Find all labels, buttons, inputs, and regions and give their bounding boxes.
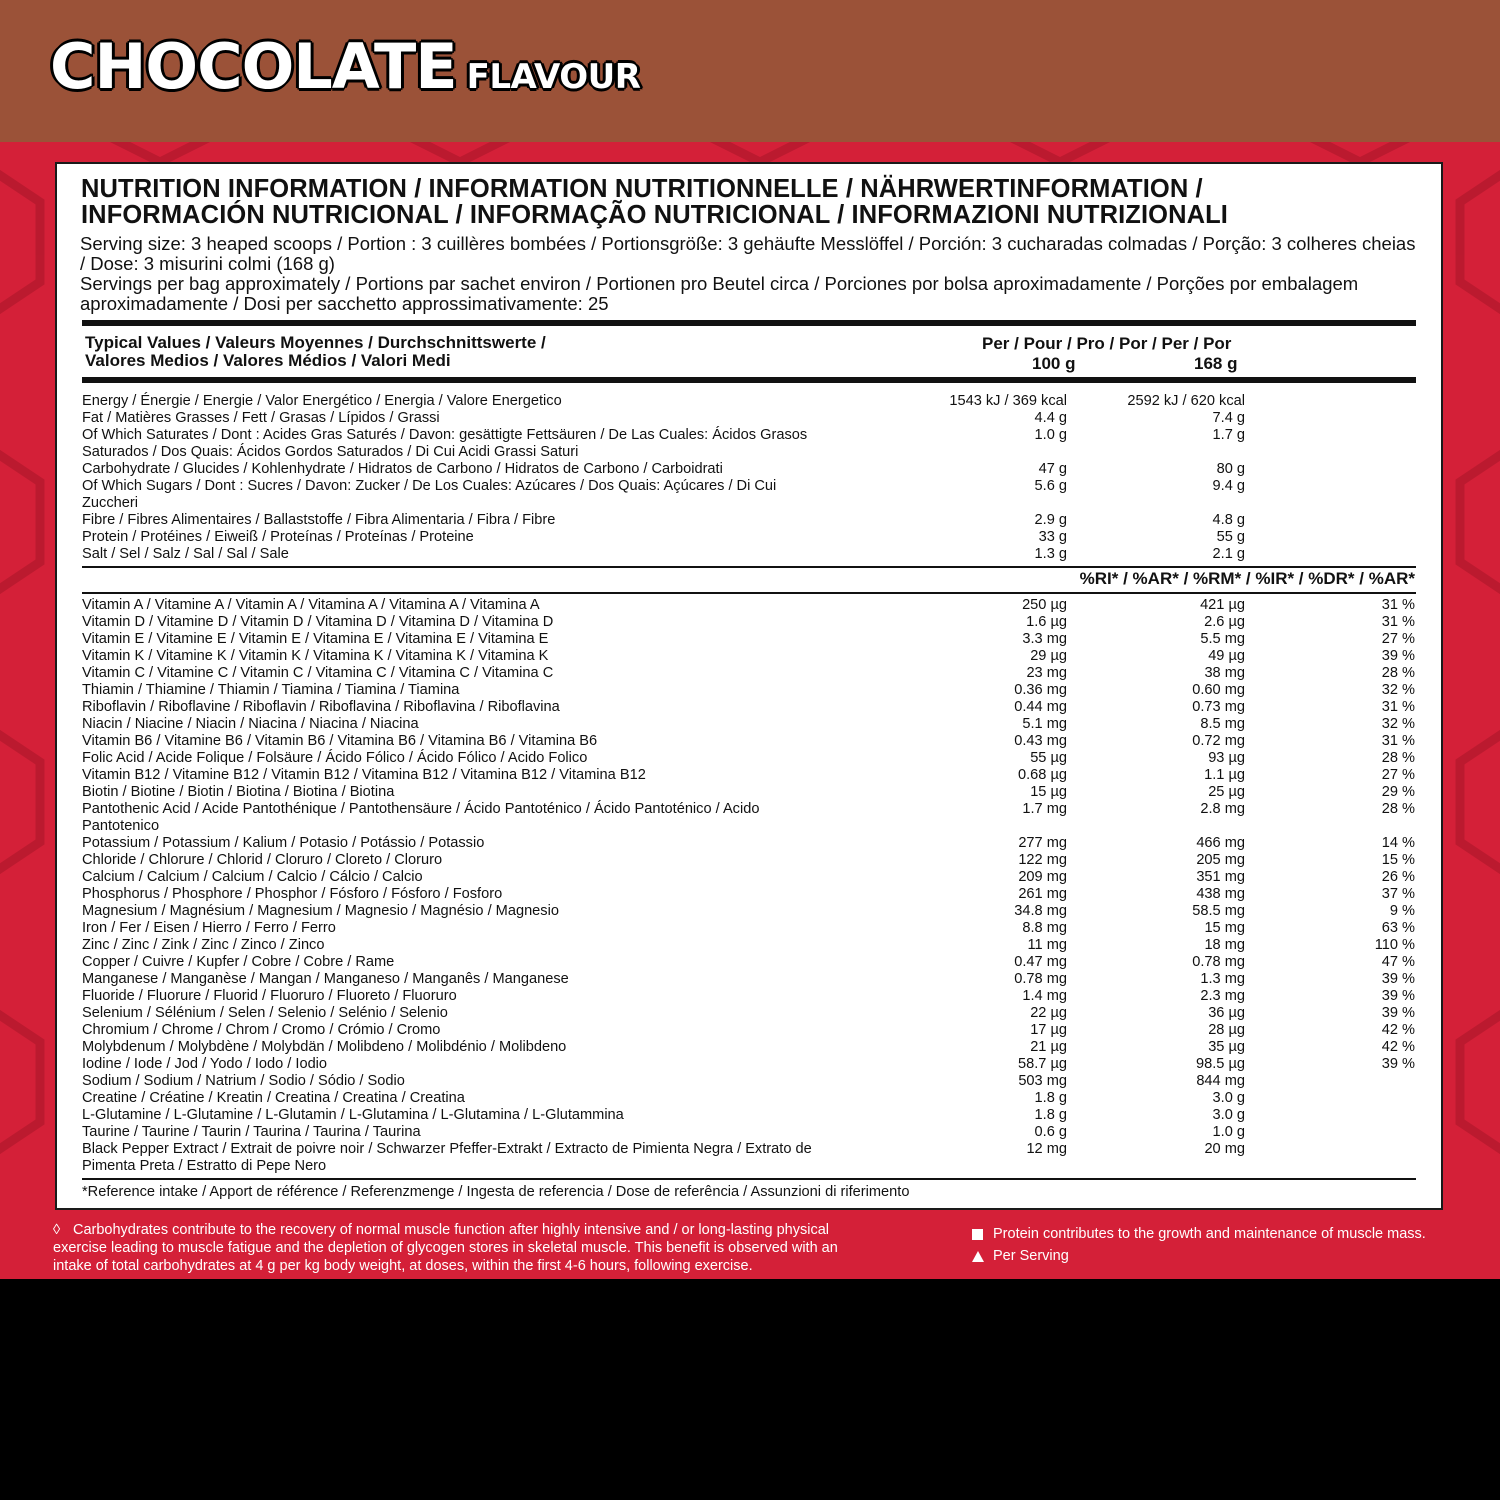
value-per-100g: 1.8 g — [1034, 1090, 1067, 1106]
nutrient-name: Taurine / Taurine / Taurin / Taurina / Taurina / Taurina — [82, 1124, 421, 1140]
value-per-168g: 205 mg — [1196, 852, 1245, 868]
value-per-168g: 438 mg — [1196, 886, 1245, 902]
nutrient-name: Vitamin A / Vitamine A / Vitamin A / Vitamina A / Vitamina A / Vitamina A — [82, 597, 540, 613]
value-per-168g: 2592 kJ / 620 kcal — [1127, 393, 1245, 409]
reference-intake-percent: 39 % — [1381, 971, 1415, 987]
carbohydrate-claim-text: Carbohydrates contribute to the recovery of normal muscle function after highly intensive and / or long-lasting physical exercise leading to muscle fatigue and the depletion of glycogen stores in skeletal muscle. This benefit is observed with an intake of total carbohydrates at 4 g per kg body weight, at doses, within the first 4-6 hours, following exercise. — [53, 1222, 838, 1274]
value-per-168g: 4.8 g — [1212, 512, 1245, 528]
value-per-168g: 351 mg — [1196, 869, 1245, 885]
value-per-100g: 23 mg — [1026, 665, 1067, 681]
reference-intake-percent: 9 % — [1389, 903, 1415, 919]
typical-values-header — [85, 334, 725, 370]
value-per-168g: 8.5 mg — [1200, 716, 1245, 732]
nutrient-name: Niacin / Niacine / Niacin / Niacina / Niacina / Niacina — [82, 716, 419, 732]
value-per-168g: 0.72 mg — [1192, 733, 1245, 749]
value-per-168g: 58.5 mg — [1192, 903, 1245, 919]
per-serving-text: Per Serving — [993, 1248, 1069, 1264]
value-per-100g: 21 µg — [1030, 1039, 1067, 1055]
per-168-label: 168 g — [1194, 354, 1238, 373]
value-per-168g: 0.78 mg — [1192, 954, 1245, 970]
value-per-168g: 421 µg — [1200, 597, 1245, 613]
reference-intake-percent: 28 % — [1381, 665, 1415, 681]
value-per-168g: 5.5 mg — [1200, 631, 1245, 647]
nutrient-name: Copper / Cuivre / Kupfer / Cobre / Cobre / Rame — [82, 954, 395, 970]
nutrient-name: L-Glutamine / L-Glutamine / L-Glutamin / L-Glutamina / L-Glutamina / L-Glutammina — [82, 1107, 624, 1123]
divider-ri — [82, 592, 1416, 594]
value-per-100g: 1.4 mg — [1022, 988, 1067, 1004]
protein-claim — [972, 1223, 1472, 1245]
nutrient-name: Protein / Protéines / Eiweiß / Proteínas / Proteínas / Proteine — [82, 529, 474, 545]
value-per-100g: 17 µg — [1030, 1022, 1067, 1038]
flavour-name: CHOCOLATE — [50, 30, 457, 103]
value-per-168g: 93 µg — [1208, 750, 1245, 766]
value-per-168g: 844 mg — [1196, 1073, 1245, 1089]
nutrition-panel — [55, 162, 1443, 1210]
nutrient-name: Energy / Énergie / Energie / Valor Energético / Energia / Valore Energetico — [82, 393, 562, 409]
reference-intake-footnote: *Reference intake / Apport de référence / Referenzmenge / Ingesta de referencia / Dose de referência / Assunzioni di riferimento — [82, 1184, 910, 1200]
diamond-icon: ◊ — [53, 1222, 61, 1238]
value-per-100g: 0.6 g — [1034, 1124, 1067, 1140]
value-per-100g: 1.0 g — [1034, 427, 1067, 443]
value-per-168g: 3.0 g — [1212, 1090, 1245, 1106]
heading-line-1: NUTRITION INFORMATION / INFORMATION NUTRITIONNELLE / NÄHRWERTINFORMATION / — [81, 175, 1203, 203]
value-per-100g: 2.9 g — [1034, 512, 1067, 528]
value-per-168g: 2.3 mg — [1200, 988, 1245, 1004]
reference-intake-percent: 110 % — [1374, 937, 1415, 953]
value-per-168g: 55 g — [1216, 529, 1245, 545]
value-per-168g: 466 mg — [1196, 835, 1245, 851]
value-per-100g: 0.68 µg — [1018, 767, 1067, 783]
value-per-100g: 1.8 g — [1034, 1107, 1067, 1123]
triangle-icon — [972, 1251, 984, 1262]
flavour-banner — [0, 0, 1500, 142]
value-per-100g: 29 µg — [1030, 648, 1067, 664]
value-per-100g: 1.7 mg — [1022, 801, 1067, 817]
nutrient-name: Phosphorus / Phosphore / Phosphor / Fósforo / Fósforo / Fosforo — [82, 886, 503, 902]
value-per-100g: 261 mg — [1018, 886, 1067, 902]
nutrient-name: Iron / Fer / Eisen / Hierro / Ferro / Ferro — [82, 920, 336, 936]
value-per-168g: 98.5 µg — [1196, 1056, 1245, 1072]
value-per-168g: 1.3 mg — [1200, 971, 1245, 987]
value-per-100g: 5.6 g — [1034, 478, 1067, 494]
value-per-100g: 1543 kJ / 369 kcal — [949, 393, 1067, 409]
divider-macros — [82, 566, 1416, 568]
value-per-100g: 22 µg — [1030, 1005, 1067, 1021]
reference-intake-percent: 39 % — [1381, 988, 1415, 1004]
bottom-band — [0, 1279, 1500, 1500]
value-per-100g: 0.78 mg — [1014, 971, 1067, 987]
nutrient-name: Iodine / Iode / Jod / Yodo / Iodo / Iodio — [82, 1056, 328, 1072]
value-per-100g: 1.3 g — [1034, 546, 1067, 562]
reference-intake-percent: 42 % — [1381, 1039, 1415, 1055]
nutrient-name: Selenium / Sélénium / Selen / Selenio / Selénio / Selenio — [82, 1005, 448, 1021]
serving-info — [80, 234, 1425, 314]
flavour-title — [50, 30, 640, 103]
reference-intake-percent: 29 % — [1381, 784, 1415, 800]
per-serving-note — [972, 1245, 1472, 1267]
nutrient-name: Of Which Saturates / Dont : Acides Gras Saturés / Davon: gesättigte Fettsäuren / De Las Cuales: Ácidos Grasos Saturados / Dos Quais: Ácidos Gordos Saturados / Di Cui Acidi Grassi Saturi — [82, 427, 808, 460]
nutrient-name: Salt / Sel / Salz / Sal / Sal / Sale — [82, 546, 289, 562]
value-per-100g: 250 µg — [1022, 597, 1067, 613]
nutrient-name: Chromium / Chrome / Chrom / Cromo / Crómio / Cromo — [82, 1022, 441, 1038]
value-per-168g: 7.4 g — [1212, 410, 1245, 426]
reference-intake-percent: 32 % — [1381, 716, 1415, 732]
divider-header — [82, 377, 1416, 383]
value-per-100g: 209 mg — [1018, 869, 1067, 885]
reference-intake-percent: 14 % — [1381, 835, 1415, 851]
reference-intake-percent: 37 % — [1381, 886, 1415, 902]
value-per-168g: 38 mg — [1204, 665, 1245, 681]
nutrient-name: Sodium / Sodium / Natrium / Sodio / Sódio / Sodio — [82, 1073, 405, 1089]
nutrient-name: Vitamin B12 / Vitamine B12 / Vitamin B12 / Vitamina B12 / Vitamina B12 / Vitamina B12 — [82, 767, 646, 783]
value-per-100g: 1.6 µg — [1026, 614, 1067, 630]
divider-footnote — [82, 1178, 1416, 1180]
nutrient-name: Vitamin C / Vitamine C / Vitamin C / Vitamina C / Vitamina C / Vitamina C — [82, 665, 554, 681]
value-per-100g: 33 g — [1038, 529, 1067, 545]
value-per-168g: 20 mg — [1204, 1141, 1245, 1157]
reference-intake-percent: 39 % — [1381, 1056, 1415, 1072]
value-per-100g: 0.43 mg — [1014, 733, 1067, 749]
divider-top — [82, 320, 1416, 326]
nutrient-name: Creatine / Créatine / Kreatin / Creatina / Creatina / Creatina — [82, 1090, 465, 1106]
per-header — [982, 334, 1282, 373]
value-per-168g: 1.1 µg — [1204, 767, 1245, 783]
reference-intake-percent: 39 % — [1381, 648, 1415, 664]
value-per-168g: 36 µg — [1208, 1005, 1245, 1021]
serving-size: Serving size: 3 heaped scoops / Portion : 3 cuillères bombées / Portionsgröße: 3 gehäufte Messlöffel / Porción: 3 cucharadas colmadas / Porção: 3 colheres cheias / Dose: 3 misurini colmi (168 g) — [80, 233, 1416, 274]
value-per-100g: 8.8 mg — [1022, 920, 1067, 936]
value-per-168g: 0.60 mg — [1192, 682, 1245, 698]
nutrient-name: Fibre / Fibres Alimentaires / Ballaststoffe / Fibra Alimentaria / Fibra / Fibre — [82, 512, 556, 528]
value-per-168g: 80 g — [1216, 461, 1245, 477]
reference-intake-percent: 31 % — [1381, 597, 1415, 613]
value-per-100g: 47 g — [1038, 461, 1067, 477]
reference-intake-percent: 39 % — [1381, 1005, 1415, 1021]
heading-line-2: INFORMACIÓN NUTRICIONAL / INFORMAÇÃO NUTRICIONAL / INFORMAZIONI NUTRIZIONALI — [81, 201, 1228, 229]
reference-intake-percent: 27 % — [1381, 767, 1415, 783]
value-per-100g: 11 mg — [1027, 937, 1067, 953]
reference-intake-percent: 31 % — [1381, 699, 1415, 715]
value-per-100g: 5.1 mg — [1022, 716, 1067, 732]
nutrient-name: Molybdenum / Molybdène / Molybdän / Molibdeno / Molibdénio / Molibdeno — [82, 1039, 567, 1055]
nutrient-name: Of Which Sugars / Dont : Sucres / Davon: Zucker / De Los Cuales: Azúcares / Dos Quais: Açúcares / Di Cui Zuccheri — [82, 478, 777, 511]
square-icon — [972, 1229, 983, 1240]
value-per-168g: 28 µg — [1208, 1022, 1245, 1038]
value-per-168g: 2.8 mg — [1200, 801, 1245, 817]
protein-claims — [972, 1223, 1472, 1267]
nutrient-name: Zinc / Zinc / Zink / Zinc / Zinco / Zinco — [82, 937, 325, 953]
servings-per-bag: Servings per bag approximately / Portions par sachet environ / Portionen pro Beutel circa / Porciones por bolsa aproximadamente / Porções por embalagem aproximadamente / Dosi per sacchetto approssimativamente: 25 — [80, 273, 1359, 314]
reference-intake-percent: 63 % — [1381, 920, 1415, 936]
nutrient-name: Potassium / Potassium / Kalium / Potasio / Potássio / Potassio — [82, 835, 485, 851]
nutrient-name: Folic Acid / Acide Folique / Folsäure / Ácido Fólico / Ácido Fólico / Acido Folico — [82, 750, 588, 766]
value-per-100g: 122 mg — [1018, 852, 1067, 868]
value-per-100g: 3.3 mg — [1022, 631, 1067, 647]
reference-intake-percent: 31 % — [1381, 614, 1415, 630]
nutrient-name: Black Pepper Extract / Extrait de poivre noir / Schwarzer Pfeffer-Extrakt / Extracto de Pimienta Negra / Extrato de Pimenta Preta / Estratto di Pepe Nero — [82, 1141, 812, 1174]
reference-intake-percent: 42 % — [1381, 1022, 1415, 1038]
value-per-168g: 35 µg — [1208, 1039, 1245, 1055]
nutrient-name: Calcium / Calcium / Calcium / Calcio / Cálcio / Calcio — [82, 869, 423, 885]
value-per-100g: 55 µg — [1030, 750, 1067, 766]
reference-intake-percent: 28 % — [1381, 801, 1415, 817]
typical-values-line-1: Typical Values / Valeurs Moyennes / Durchschnittswerte / — [85, 333, 546, 352]
reference-intake-percent: 31 % — [1381, 733, 1415, 749]
nutrient-name: Riboflavin / Riboflavine / Riboflavin / Riboflavina / Riboflavina / Riboflavina — [82, 699, 560, 715]
nutrient-name: Thiamin / Thiamine / Thiamin / Tiamina / Tiamina / Tiamina — [82, 682, 460, 698]
nutrient-name: Vitamin D / Vitamine D / Vitamin D / Vitamina D / Vitamina D / Vitamina D — [82, 614, 554, 630]
value-per-168g: 9.4 g — [1212, 478, 1245, 494]
nutrient-name: Magnesium / Magnésium / Magnesium / Magnesio / Magnésio / Magnesio — [82, 903, 559, 919]
nutrient-name: Fluoride / Fluorure / Fluorid / Fluoruro / Fluoreto / Fluoruro — [82, 988, 457, 1004]
value-per-168g: 0.73 mg — [1192, 699, 1245, 715]
value-per-100g: 15 µg — [1030, 784, 1067, 800]
ri-header: %RI* / %AR* / %RM* / %IR* / %DR* / %AR* — [1079, 569, 1415, 588]
value-per-168g: 18 mg — [1204, 937, 1245, 953]
nutrient-name: Vitamin E / Vitamine E / Vitamin E / Vitamina E / Vitamina E / Vitamina E — [82, 631, 549, 647]
value-per-100g: 0.44 mg — [1014, 699, 1067, 715]
reference-intake-percent: 15 % — [1381, 852, 1415, 868]
value-per-100g: 503 mg — [1018, 1073, 1067, 1089]
nutrient-name: Biotin / Biotine / Biotin / Biotina / Biotina / Biotina — [82, 784, 395, 800]
value-per-168g: 1.0 g — [1212, 1124, 1245, 1140]
value-per-100g: 0.36 mg — [1014, 682, 1067, 698]
nutrient-name: Fat / Matières Grasses / Fett / Grasas / Lípidos / Grassi — [82, 410, 440, 426]
typical-values-line-2: Valores Medios / Valores Médios / Valori Medi — [85, 351, 451, 370]
carbohydrate-claim — [53, 1221, 873, 1275]
flavour-word: FLAVOUR — [466, 57, 641, 97]
reference-intake-percent: 47 % — [1381, 954, 1415, 970]
reference-intake-percent: 32 % — [1381, 682, 1415, 698]
nutrient-name: Vitamin K / Vitamine K / Vitamin K / Vitamina K / Vitamina K / Vitamina K — [82, 648, 549, 664]
nutrient-name: Pantothenic Acid / Acide Pantothénique / Pantothensäure / Ácido Pantoténico / Ácido Pantoténico / Acido Pantotenico — [82, 801, 760, 834]
value-per-100g: 0.47 mg — [1014, 954, 1067, 970]
nutrient-name: Chloride / Chlorure / Chlorid / Cloruro / Cloreto / Cloruro — [82, 852, 443, 868]
value-per-168g: 2.1 g — [1212, 546, 1245, 562]
value-per-168g: 25 µg — [1208, 784, 1245, 800]
value-per-168g: 3.0 g — [1212, 1107, 1245, 1123]
nutrition-heading — [81, 176, 1421, 228]
reference-intake-percent: 26 % — [1381, 869, 1415, 885]
nutrient-name: Carbohydrate / Glucides / Kohlenhydrate / Hidratos de Carbono / Hidratos de Carbono / Carboidrati — [82, 461, 723, 477]
value-per-100g: 58.7 µg — [1018, 1056, 1067, 1072]
nutrient-name: Manganese / Manganèse / Mangan / Manganeso / Manganês / Manganese — [82, 971, 569, 987]
protein-claim-text: Protein contributes to the growth and maintenance of muscle mass. — [993, 1226, 1426, 1242]
per-100-label: 100 g — [1032, 354, 1076, 373]
value-per-100g: 4.4 g — [1034, 410, 1067, 426]
value-per-100g: 34.8 mg — [1014, 903, 1067, 919]
per-header-label: Per / Pour / Pro / Por / Per / Por — [982, 334, 1232, 353]
nutrient-name: Vitamin B6 / Vitamine B6 / Vitamin B6 / Vitamina B6 / Vitamina B6 / Vitamina B6 — [82, 733, 598, 749]
value-per-100g: 277 mg — [1018, 835, 1067, 851]
reference-intake-percent: 27 % — [1381, 631, 1415, 647]
value-per-168g: 2.6 µg — [1204, 614, 1245, 630]
value-per-168g: 1.7 g — [1212, 427, 1245, 443]
value-per-168g: 15 mg — [1204, 920, 1245, 936]
value-per-168g: 49 µg — [1208, 648, 1245, 664]
reference-intake-percent: 28 % — [1381, 750, 1415, 766]
value-per-100g: 12 mg — [1026, 1141, 1067, 1157]
